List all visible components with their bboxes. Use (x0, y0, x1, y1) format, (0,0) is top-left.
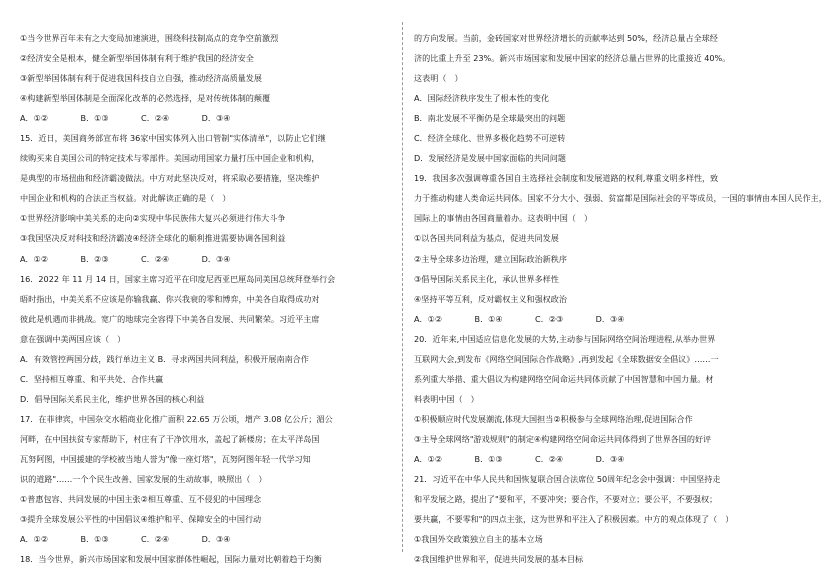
text-line: ①世界经济影响中美关系的走向②实现中华民族伟大复兴必须进行伟大斗争 (20, 213, 286, 224)
text-line: ③主导全球网络"游戏规则"的制定④构建网络空间命运共同体得到了世界各国的好评 (414, 433, 712, 444)
text-line: 河畔，在中国扶贫专家帮助下，村庄有了干净饮用水，盖起了新楼房；在太平洋岛国 (20, 433, 320, 444)
text-line: 晤时指出，中美关系不应该是你输我赢、你兴我衰的零和博弈，中美各自取得成功对 (20, 293, 320, 304)
text-line: ②我国维护世界和平，促进共同发展的基本目标 (414, 554, 584, 565)
text-line: A．有效管控两国分歧，践行单边主义 B．寻求两国共同利益，积极开展南南合作 (20, 353, 309, 364)
text-line: ②经济安全是根本，健全新型举国体制有利于维护我国的经济安全 (20, 53, 254, 64)
text-line: A．①② B．①③ C．②④ D．③④ (20, 113, 231, 124)
text-line: 料表明中国（ ） (414, 393, 479, 404)
text-line: ③我国坚决反对科技和经济霸凌④经济全球化的顺利推进需要协调各国利益 (20, 233, 286, 244)
text-line: C．坚持相互尊重、和平共处、合作共赢 (20, 373, 164, 384)
text-line: 20．近年来,中国适应信息化发展的大势,主动参与国际网络空间治理进程,从举办世界 (414, 333, 716, 344)
text-line: ③提升全球发展公平性的中国倡议④维护和平、保障安全的中国行动 (20, 514, 262, 525)
text-line: 国际上的事情由各国商量着办。这表明中国（ ） (414, 213, 593, 224)
text-line: 的方向发展。当前，金砖国家对世界经济增长的贡献率达到 50%，经济总量占全球经 (414, 33, 718, 43)
text-line: ①积极顺应时代发展潮流,体现大国担当②积极参与全球网络治理,促进国际合作 (414, 413, 693, 424)
text-line: 彼此是机遇而非挑战。宽广的地球完全容得下中美各自发展、共同繁荣。习近平主席 (20, 313, 320, 324)
text-line: ④构建新型举国体制是全面深化改革的必然选择，是对传统体制的颠覆 (20, 93, 271, 104)
text-line: 中国企业和机构的合法正当权益。对此解读正确的是（ ） (20, 193, 231, 204)
text-line: A．①② B．①③ C．②④ D．③④ (20, 534, 231, 545)
text-line: 这表明（ ） (414, 73, 463, 84)
text-line: 识的道路"……一个个民生改善、国家发展的生动故事，映照出（ ） (20, 474, 267, 485)
text-line: A．①② B．①③ C．②④ D．③④ (414, 453, 625, 464)
text-line: 系列重大举措、重大倡议为构建网络空间命运共同体贡献了中国智慧和中国力量。材 (414, 373, 714, 384)
text-line: ②主导全球多边治理，建立国际政治新秩序 (414, 253, 567, 264)
left-column (20, 28, 385, 569)
text-line: 是典型的市场扭曲和经济霸凌做法。中方对此坚决反对，将采取必要措施，坚决维护 (20, 173, 320, 184)
text-line: 要共赢，不要零和"的四点主张，这为世界和平注入了积极因素。中方的观点体现了（ ） (414, 514, 734, 525)
text-line: 力于推动构建人类命运共同体。国家不分大小、强弱、贫富都是国际社会的平等成员，一国的事情由本国人民作主， (414, 193, 827, 204)
text-line: 18．当今世界，新兴市场国家和发展中国家群体性崛起，国际力量对比朝着趋于均衡 (20, 554, 322, 565)
text-line: 互联网大会,到发布《网络空间国际合作战略》,再到发起《全球数据安全倡议》……一 (414, 353, 719, 364)
text-line: ①当今世界百年未有之大变局加速演进，围绕科技制高点的竞争空前激烈 (20, 33, 279, 43)
text-line: ①我国外交政策独立自主的基本立场 (414, 534, 543, 545)
text-line: 意在强调中美两国应该（ ） (20, 333, 126, 344)
text-line: 瓦努阿图，中国援建的学校被当地人誉为"像一座灯塔"，瓦努阿图年轻一代学习知 (20, 453, 311, 464)
column-divider (402, 22, 403, 552)
text-line: 15．近日，美国商务部宣布将 36家中国实体列入出口管制"实体清单"，以防止它们继 (20, 133, 326, 144)
text-line: A．①② B．①④ C．②③ D．③④ (414, 313, 625, 324)
text-line: ③新型举国体制有利于促进我国科技自立自强，推动经济高质量发展 (20, 73, 262, 84)
text-line: 17．在菲律宾，中国杂交水稻商业化推广面积 22.65 万公顷，增产 3.08 亿公斤；湄公 (20, 413, 333, 424)
text-line: 21．习近平在中华人民共和国恢复联合国合法席位 50周年纪念会中强调：中国坚持走 (414, 474, 721, 485)
text-line: ③倡导国际关系民主化，承认世界多样性 (414, 273, 559, 284)
text-line: 19．我国多次强调尊重各国自主选择社会制度和发展道路的权利,尊重文明多样性，致 (414, 173, 719, 184)
text-line: ①普惠包容、共同发展的中国主张②相互尊重、互不侵犯的中国理念 (20, 494, 262, 505)
text-line: ④坚持平等互利，反对霸权主义和强权政治 (414, 293, 567, 304)
text-line: ①以各国共同利益为基点，促进共同发展 (414, 233, 559, 244)
text-line: C．经济全球化、世界多极化趋势不可逆转 (414, 133, 566, 144)
text-line: D．发展经济是发展中国家面临的共同问题 (414, 153, 566, 164)
text-line: 和平发展之路，提出了"要和平，不要冲突；要合作，不要对立；要公平，不要强权； (414, 494, 718, 505)
right-column (414, 28, 827, 569)
text-line: D．倡导国际关系民主化，维护世界各国的核心利益 (20, 393, 205, 404)
text-line: 济的比重上升至 23%。新兴市场国家和发展中国家的经济总量占世界的比重接近 40%。 (414, 53, 731, 64)
text-line: B．南北发展不平衡仍是全球最突出的问题 (414, 113, 566, 124)
text-line: 16．2022 年 11 月 14 日，国家主席习近平在印度尼西亚巴厘岛同美国总统拜登举行会 (20, 273, 336, 284)
text-line: A．国际经济秩序发生了根本性的变化 (414, 93, 550, 104)
text-line: A．①② B．②③ C．②④ D．③④ (20, 253, 231, 264)
text-line: 续购买来自美国公司的特定技术与零部件。美国动用国家力量打压中国企业和机构， (20, 153, 320, 164)
